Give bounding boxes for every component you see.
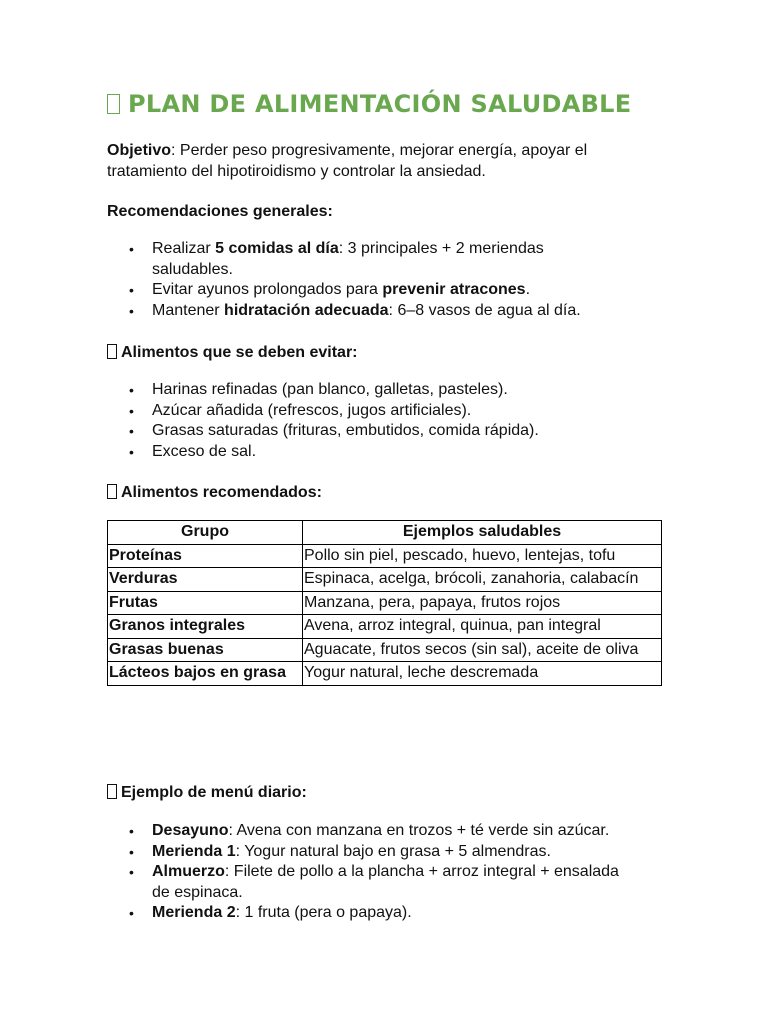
list-item: • Almuerzo: Filete de pollo a la plancha + arroz integral + ensalada de espinaca.	[107, 862, 622, 903]
list-item: • Merienda 1: Yogur natural bajo en grasa + 5 almendras.	[107, 842, 622, 863]
column-header-examples: Ejemplos saludables	[303, 521, 662, 545]
general-recommendations-heading: Recomendaciones generales:	[107, 203, 333, 220]
group-cell: Frutas	[108, 591, 303, 615]
examples-cell: Manzana, pera, papaya, frutos rojos	[303, 591, 662, 615]
page-title	[107, 90, 631, 118]
objective-paragraph	[107, 140, 667, 182]
examples-cell: Aguacate, frutos secos (sin sal), aceite de oliva	[303, 638, 662, 662]
table-row	[108, 638, 662, 662]
page-title-text: PLAN DE ALIMENTACIÓN SALUDABLE	[128, 90, 632, 118]
daily-menu-list	[107, 821, 667, 924]
table-row	[108, 662, 662, 686]
general-recommendations-list	[107, 239, 667, 321]
table-row	[108, 591, 662, 615]
table-row	[108, 615, 662, 639]
objective-label: Objetivo	[107, 142, 172, 159]
recommended-foods-heading: Alimentos recomendados:	[107, 482, 322, 503]
examples-cell: Avena, arroz integral, quinua, pan integral	[303, 615, 662, 639]
group-cell: Grasas buenas	[108, 638, 303, 662]
daily-menu-heading: Ejemplo de menú diario:	[107, 782, 307, 803]
group-cell: Proteínas	[108, 544, 303, 568]
list-item: • Mantener hidratación adecuada: 6–8 vasos de agua al día.	[107, 301, 622, 322]
examples-cell: Espinaca, acelga, brócoli, zanahoria, calabacín	[303, 568, 662, 592]
missing-glyph-box-icon	[107, 784, 117, 799]
list-item: • Desayuno: Avena con manzana en trozos + té verde sin azúcar.	[107, 821, 622, 842]
missing-glyph-box-icon	[107, 344, 117, 359]
table-row	[108, 544, 662, 568]
avoid-foods-list	[107, 380, 667, 462]
examples-cell: Yogur natural, leche descremada	[303, 662, 662, 686]
avoid-foods-heading: Alimentos que se deben evitar:	[107, 342, 358, 363]
list-item: • Merienda 2: 1 fruta (pera o papaya).	[107, 903, 622, 924]
column-header-group: Grupo	[108, 521, 303, 545]
list-item: • Evitar ayunos prolongados para prevenir atracones.	[107, 280, 622, 301]
list-item: • Harinas refinadas (pan blanco, galletas, pasteles).	[107, 380, 622, 401]
objective-text: : Perder peso progresivamente, mejorar energía, apoyar el tratamiento del hipotiroidismo y controlar la ansiedad.	[107, 142, 588, 180]
missing-glyph-box-icon	[107, 94, 120, 114]
examples-cell: Pollo sin piel, pescado, huevo, lentejas, tofu	[303, 544, 662, 568]
list-item: • Realizar 5 comidas al día: 3 principales + 2 meriendas saludables.	[107, 239, 622, 280]
group-cell: Verduras	[108, 568, 303, 592]
group-cell: Lácteos bajos en grasa	[108, 662, 303, 686]
list-item: • Azúcar añadida (refrescos, jugos artificiales).	[107, 401, 622, 422]
missing-glyph-box-icon	[107, 484, 117, 499]
recommended-foods-table	[107, 520, 662, 686]
list-item: • Exceso de sal.	[107, 442, 622, 463]
group-cell: Granos integrales	[108, 615, 303, 639]
list-item: • Grasas saturadas (frituras, embutidos, comida rápida).	[107, 421, 622, 442]
table-row	[108, 568, 662, 592]
table-header-row	[108, 521, 662, 545]
